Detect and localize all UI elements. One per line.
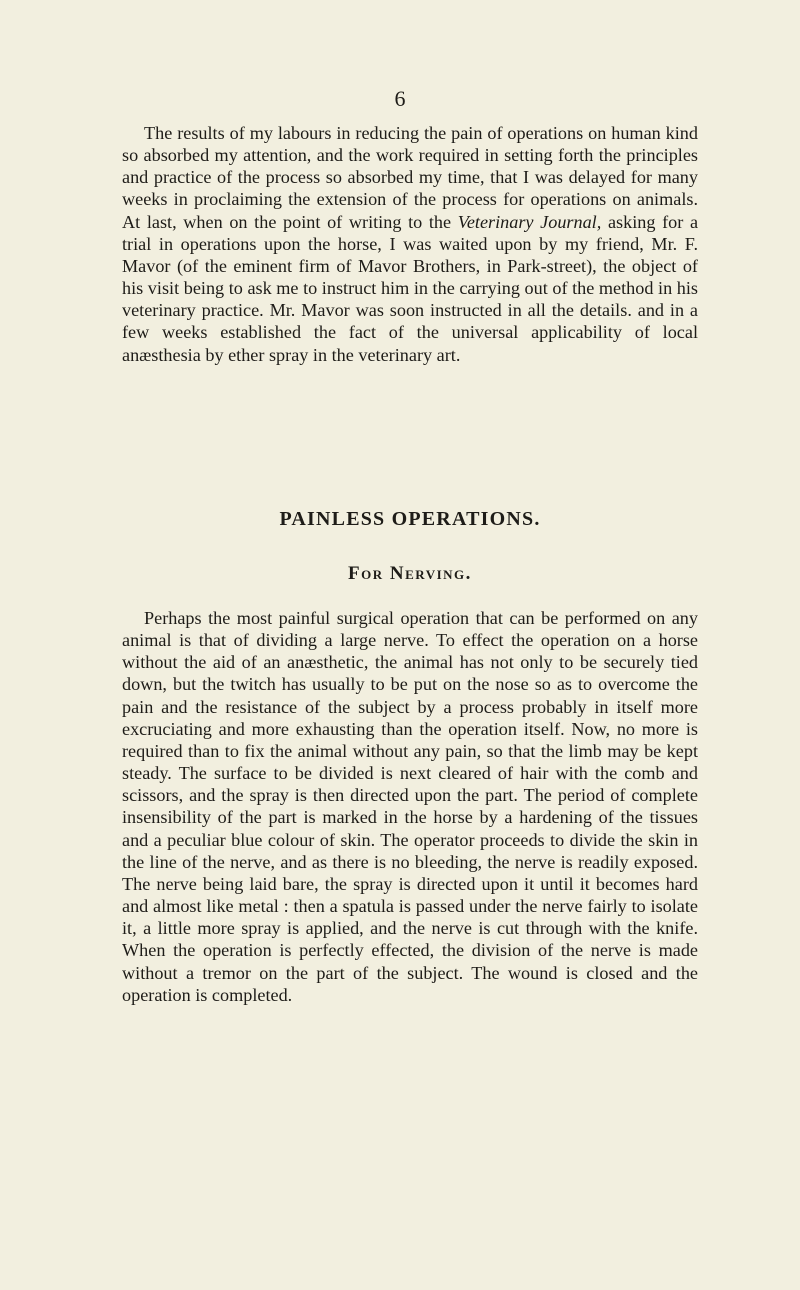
intro-text-after-title: asking for a trial in operations upon the horse, I was waited upon by my friend, Mr. F. Mavor (of the eminent firm of Mavor Brothers, in Park-street), the object of his visit being to ask me to instruct him in the carrying out of the method in his veterinary practice. Mr. Mavor was soon instructed in all the details. and in a few weeks established the fact of the universal applicability of local anæsthesia by ether spray in the veterinary art. xyxy=(122,211,699,365)
intro-text-before-title: The results of my labours in reducing the pain of operations on human kind so absorbed my attention, and the work required in setting forth the principles and practice of the process so absorbed my time, that I was delayed for many weeks in proclaiming the extension of the process for operations on animals. At last, when on the point of writing to the xyxy=(122,123,698,232)
section-subheading: For Nerving. xyxy=(348,563,472,584)
page-number: 6 xyxy=(394,86,406,111)
nerving-paragraph: Perhaps the most painful surgical operation that can be performed on any animal is that of dividing a large nerve. To effect the operation on a horse without the aid of an anæsthetic, the animal has not only to be securely tied down, but the twitch has usually to be put on the nose so as to overcome the pain and the resistance of the subject by a process probably in itself more excruciating and more exhausting than the operation itself. Now, no more is required than to fix the animal without any pain, so that the limb may be kept steady. The surface to be divided is next cleared of hair with the comb and scissors, and the spray is then directed upon the part. The period of complete insensibility of the part is marked in the horse by a hardening of the tissues and a peculiar blue colour of skin. The operator proceeds to divide the skin in the line of the nerve, and as there is no bleeding, the nerve is readily exposed. The nerve being laid bare, the spray is directed upon it until it becomes hard and almost like metal : then a spatula is passed under the nerve fairly to isolate it, a little more spray is applied, and the nerve is cut through with the knife. When the operation is perfectly effected, the division of the nerve is made without a tremor on the part of the subject. The wound is closed and the operation is completed. xyxy=(122,608,698,1005)
journal-title: Veterinary Journal, xyxy=(457,211,602,232)
intro-paragraph xyxy=(122,122,698,366)
section-heading: PAINLESS OPERATIONS. xyxy=(279,508,541,530)
